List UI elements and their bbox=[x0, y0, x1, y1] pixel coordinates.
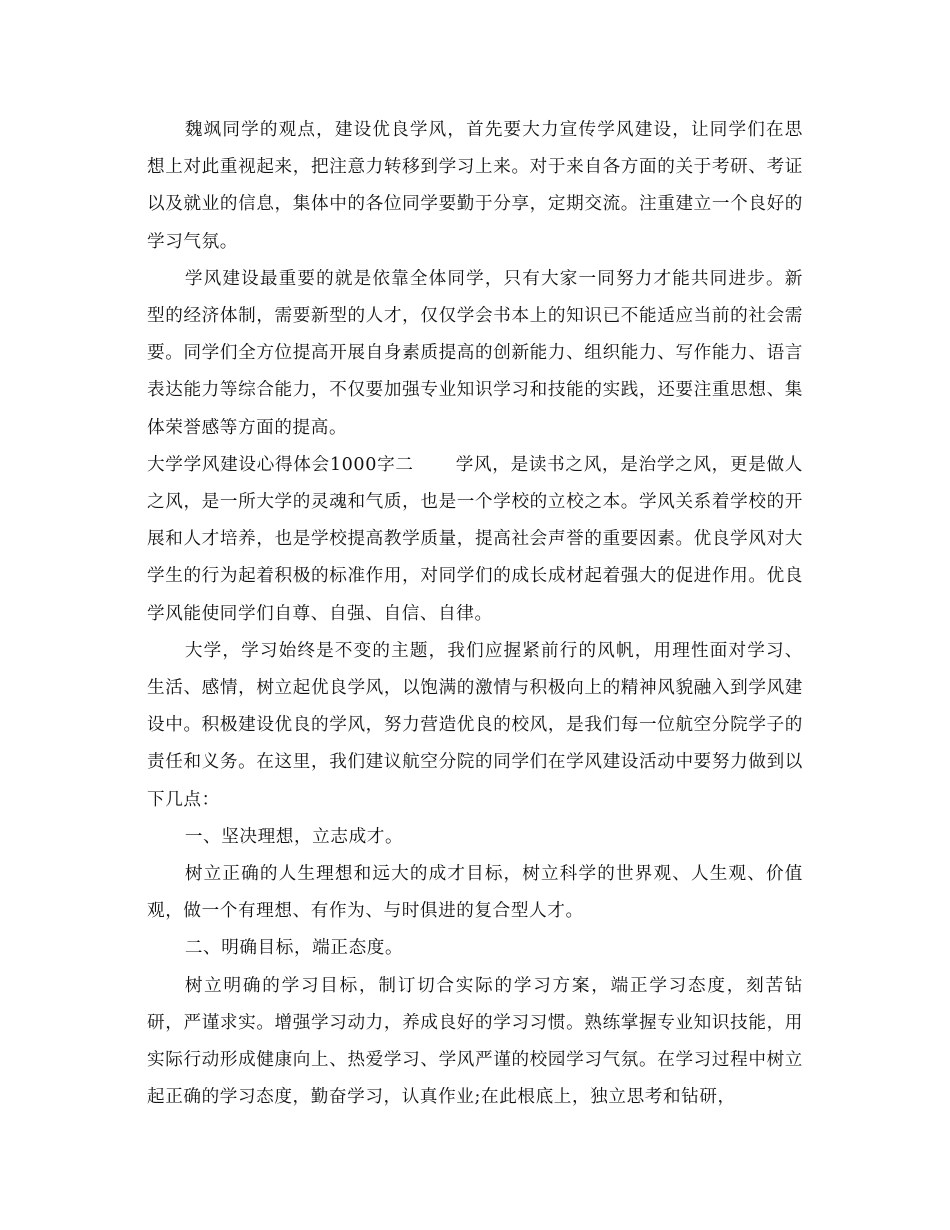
paragraph-8: 树立明确的学习目标，制订切合实际的学习方案，端正学习态度，刻苦钻研，严谨求实。增强学习动力，养成良好的学习习惯。熟练掌握专业知识技能，用实际行动形成健康向上、热爱学习、学风严谨的校园学习气氛。在学习过程中树立起正确的学习态度，勤奋学习，认真作业;在此根底上，独立思考和钻研， bbox=[147, 975, 803, 1108]
paragraph-4: 大学，学习始终是不变的主题，我们应握紧前行的风帆，用理性面对学习、生活、感情，树立起优良学风，以饱满的激情与积极向上的精神风貌融入到学风建设中。积极建设优良的学风，努力营造优良的校风，是我们每一位航空分院学子的责任和义务。在这里，我们建议航空分院的同学们在学风建设活动中要努力做到以下几点： bbox=[147, 640, 803, 810]
paragraph-5: 一、坚决理想，立志成才。 bbox=[184, 826, 404, 847]
paragraph-2: 学风建设最重要的就是依靠全体同学，只有大家一同努力才能共同进步。新型的经济体制，需要新型的人才，仅仅学会书本上的知识已不能适应当前的社会需要。同学们全方位提高开展自身素质提高的创新能力、组织能力、写作能力、语言表达能力等综合能力，不仅要加强专业知识学习和技能的实践，还要注重思想、集体荣誉感等方面的提高。 bbox=[147, 268, 803, 438]
paragraph-3-text: 学风，是读书之风，是治学之风，更是做人之风，是一所大学的灵魂和气质，也是一个学校的立校之本。学风关系着学校的开展和人才培养，也是学校提高教学质量，提高社会声誉的重要因素。优良学风对大学生的行为起着积极的标准作用，对同学们的成长成材起着强大的促进作用。优良学风能使同学们自尊、自强、自信、自律。 bbox=[147, 454, 803, 624]
paragraph-3 bbox=[147, 447, 803, 633]
document-body bbox=[147, 112, 803, 1116]
section-heading: 大学学风建设心得体会1000字二 bbox=[147, 454, 414, 475]
paragraph-7: 二、明确目标，端正态度。 bbox=[184, 938, 404, 959]
paragraph-6: 树立正确的人生理想和远大的成才目标，树立科学的世界观、人生观、价值观，做一个有理想、有作为、与时俱进的复合型人才。 bbox=[147, 864, 803, 922]
paragraph-1: 魏飒同学的观点，建设优良学风，首先要大力宣传学风建设，让同学们在思想上对此重视起来，把注意力转移到学习上来。对于来自各方面的关于考研、考证以及就业的信息，集体中的各位同学要勤于分享，定期交流。注重建立一个良好的学习气氛。 bbox=[147, 120, 803, 252]
